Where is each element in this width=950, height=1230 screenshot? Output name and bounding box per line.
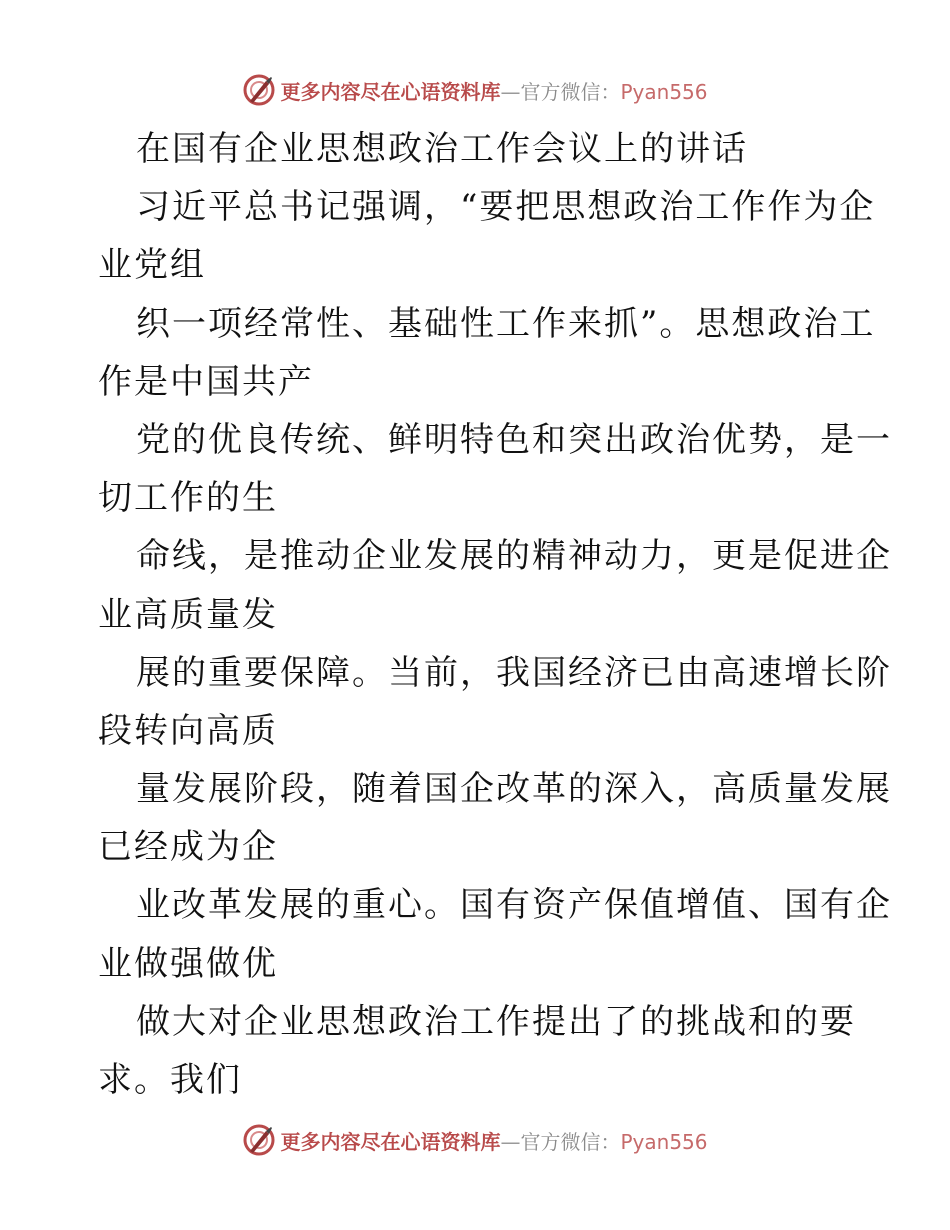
text-line: 命线，是推动企业发展的精神动力，更是促进企 xyxy=(136,536,892,577)
text-line: 习近平总书记强调，“要把思想政治工作作为企 xyxy=(136,187,876,228)
footer-text xyxy=(280,1126,707,1155)
text-line: 已经成为企 xyxy=(98,827,278,868)
text-line: 业做强做优 xyxy=(98,943,278,984)
text-line: 织一项经常性、基础性工作来抓”。思想政治工 xyxy=(136,303,876,344)
header-dash: — xyxy=(500,79,521,104)
footer-note: 官方微信： xyxy=(520,1129,621,1154)
text-line: 量发展阶段，随着国企改革的深入，高质量发展 xyxy=(136,769,892,810)
text-line: 段转向高质 xyxy=(98,710,278,751)
header-highlight: 更多内容尽在心语资料库 xyxy=(280,79,501,104)
text-line: 求。我们 xyxy=(98,1060,242,1100)
pen-logo-icon xyxy=(242,73,276,107)
footer-highlight: 更多内容尽在心语资料库 xyxy=(280,1129,501,1154)
text-line: 作是中国共产 xyxy=(98,361,314,402)
pen-logo-icon xyxy=(242,1123,276,1157)
document-title: 在国有企业思想政治工作会议上的讲话 xyxy=(136,129,748,169)
text-line: 做大对企业思想政治工作提出了的挑战和的要 xyxy=(136,1001,856,1042)
footer-banner xyxy=(0,1120,950,1160)
footer-handle: Pyan556 xyxy=(620,1129,708,1154)
header-banner xyxy=(0,70,950,110)
text-line: 展的重要保障。当前，我国经济已由高速增长阶 xyxy=(136,652,892,693)
header-note: 官方微信： xyxy=(520,79,621,104)
text-line: 业改革发展的重心。国有资产保值增值、国有企 xyxy=(136,885,892,926)
text-line: 业高质量发 xyxy=(98,594,278,635)
document-body xyxy=(98,120,892,1109)
text-line: 切工作的生 xyxy=(98,478,278,519)
footer-dash: — xyxy=(500,1129,521,1154)
header-handle: Pyan556 xyxy=(620,79,708,104)
text-line: 业党组 xyxy=(98,245,206,286)
text-line: 党的优良传统、鲜明特色和突出政治优势，是一 xyxy=(136,419,892,460)
header-text xyxy=(280,76,707,105)
